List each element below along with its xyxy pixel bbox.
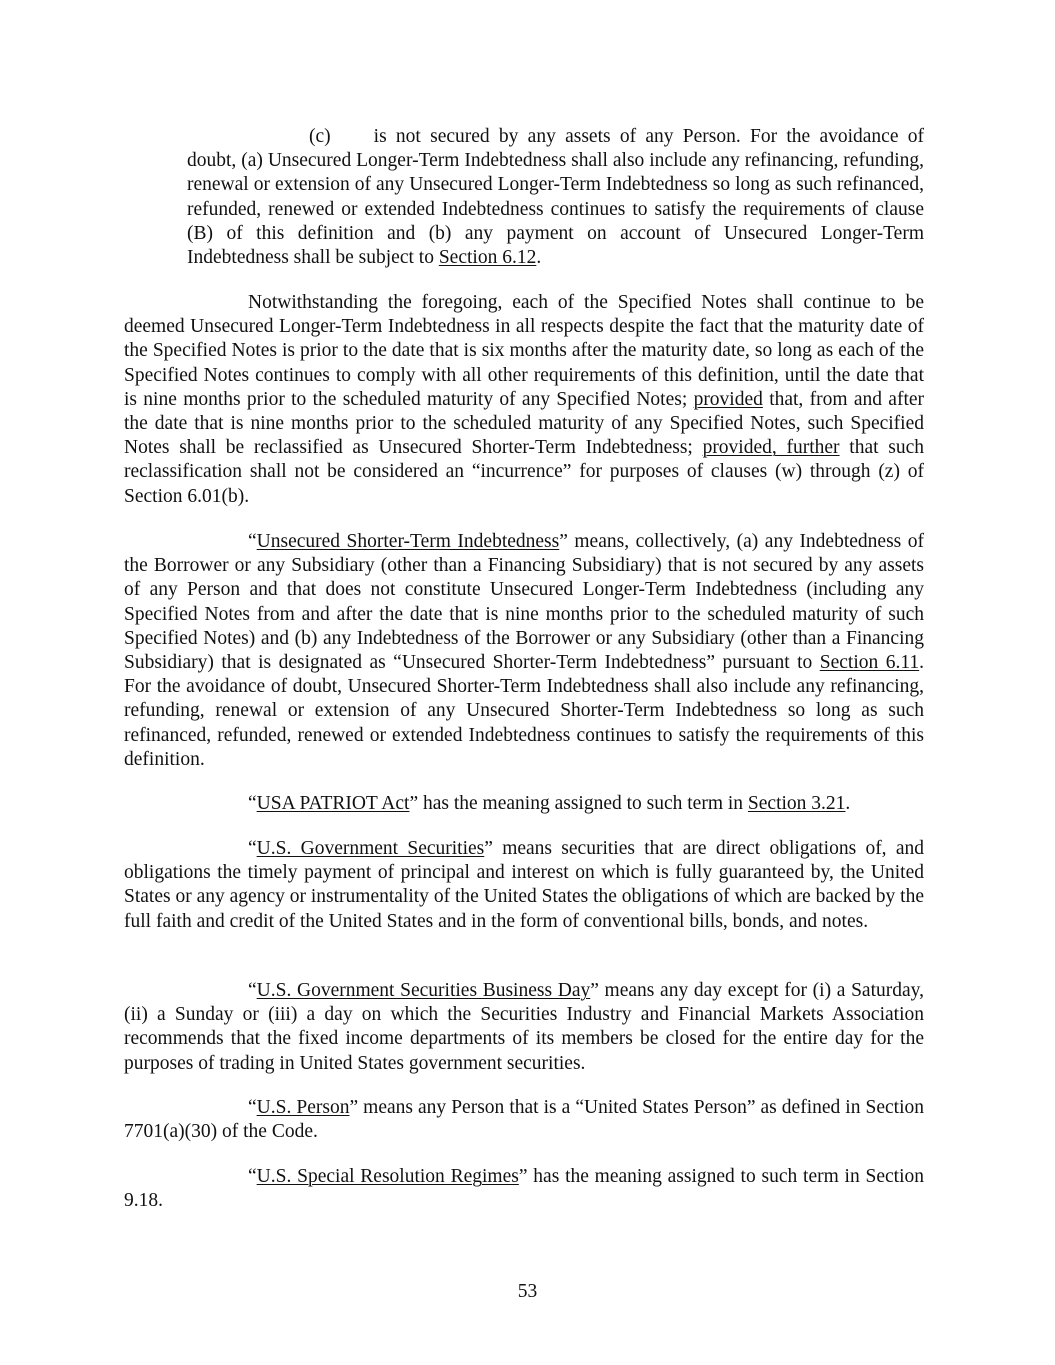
clause-c-label: (c) <box>309 126 331 147</box>
us-person-definition: “U.S. Person” means any Person that is a “United States Person” as defined in Section 7701(a)(30) of the Code. <box>124 1097 925 1143</box>
defined-term: U.S. Special Resolution Regimes <box>256 1166 519 1187</box>
defined-term: U.S. Person <box>256 1097 350 1118</box>
us-government-securities-definition: “U.S. Government Securities” means securities that are direct obligations of, and obligations the timely payment of principal and interest on which is fully guaranteed by, the United States or any agency or instrumentality of the United States the obligations of which are backed by the full faith and credit of the United States and in the form of conventional bills, bonds, and notes. <box>124 838 924 932</box>
defined-term: Unsecured Shorter-Term Indebtedness <box>256 531 560 552</box>
defined-term: U.S. Government Securities Business Day <box>256 980 591 1001</box>
us-special-resolution-regimes-definition: “U.S. Special Resolution Regimes” has the meaning assigned to such term in Section 9.18. <box>124 1166 924 1212</box>
notwithstanding-paragraph: Notwithstanding the foregoing, each of the Specified Notes shall continue to be deemed Unsecured Longer-Term Indebtedness in all respects despite the fact that the maturity date of the Specified Notes is prior to the date that is six months after the maturity date, so long as each of the Specified Notes continues to comply with all other requirements of this definition, until the date that is nine months prior to the scheduled maturity of any Specified Notes; provided that, from and after the date that is nine months prior to the scheduled maturity of any Specified Notes, such Specified Notes shall be reclassified as Unsecured Shorter-Term Indebtedness; provided, further that such reclassification shall not be considered an “incurrence” for purposes of clauses (w) through (z) of Section 6.01(b). <box>124 292 925 507</box>
defined-term: USA PATRIOT Act <box>256 793 410 814</box>
page-number: 53 <box>517 1281 538 1302</box>
unsecured-shorter-term-definition: “Unsecured Shorter-Term Indebtedness” means, collectively, (a) any Indebtedness of the Borrower or any Subsidiary (other than a Financing Subsidiary) that is not secured by any assets of any Person and that does not constitute Unsecured Longer-Term Indebtedness (including any Specified Notes from and after the date that is nine months prior to the scheduled maturity of such Specified Notes) and (b) any Indebtedness of the Borrower or any Subsidiary (other than a Financing Subsidiary) that is designated as “Unsecured Shorter-Term Indebtedness” pursuant to Section 6.11. For the avoidance of doubt, Unsecured Shorter-Term Indebtedness shall also include any refinancing, refunding, renewal or extension of any Unsecured Shorter-Term Indebtedness so long as such refinanced, refunded, renewed or extended Indebtedness continues to satisfy the requirements of this definition. <box>124 531 924 770</box>
defined-term: U.S. Government Securities <box>256 838 485 859</box>
section-3-21-ref: Section 3.21 <box>747 793 846 814</box>
section-6-11-ref: Section 6.11 <box>819 652 920 674</box>
provided-term: provided <box>693 388 763 410</box>
clause-c-paragraph: (c) is not secured by any assets of any Person. For the avoidance of doubt, (a) Unsecured Longer-Term Indebtedness shall also include any refinancing, refunding, renewal or extension of any Unsecured Longer-Term Indebtedness so long as such refinanced, refunded, renewed or extended Indebtedness continues to satisfy the requirements of clause (B) of this definition and (b) any payment on account of Unsecured Longer-Term Indebtedness shall be subject to Section 6.12. <box>187 126 924 269</box>
usa-patriot-act-definition: “USA PATRIOT Act” has the meaning assigned to such term in Section 3.21. <box>248 793 851 814</box>
us-government-securities-business-day-definition: “U.S. Government Securities Business Day” means any day except for (i) a Saturday, (ii) a Sunday or (iii) a day on which the Securities Industry and Financial Markets Association recommends that the fixed income departments of its members be closed for the entire day for the purposes of trading in United States government securities. <box>124 980 924 1074</box>
section-6-12-ref: Section 6.12 <box>438 247 537 269</box>
provided-term-2: provided <box>702 437 772 459</box>
further-term: further <box>786 437 840 459</box>
